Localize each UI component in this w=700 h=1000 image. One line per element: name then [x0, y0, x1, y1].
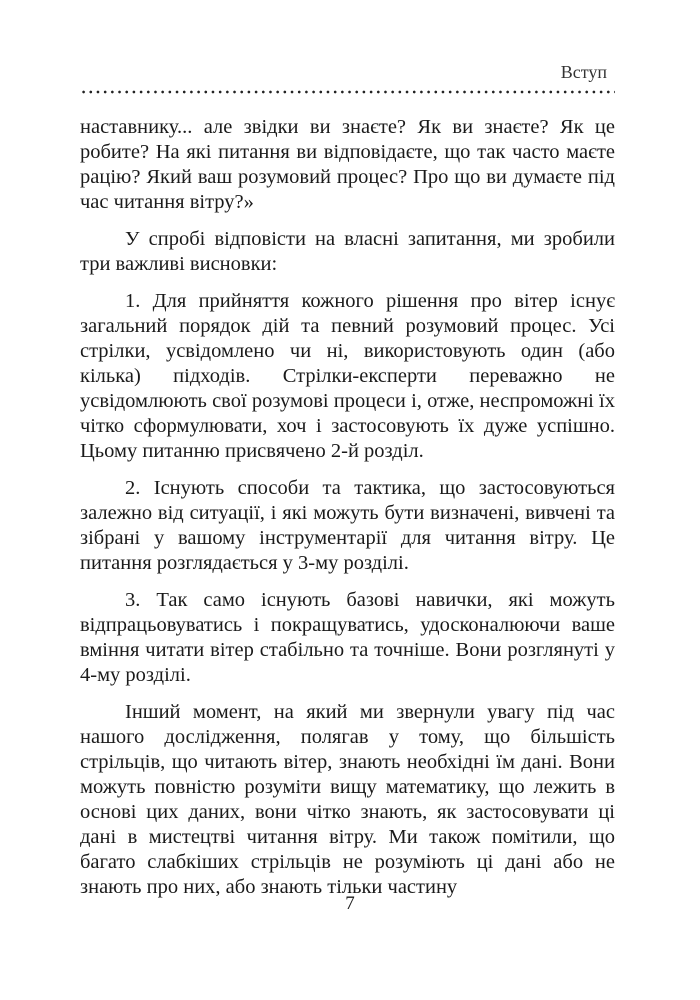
running-head-title: Вступ [560, 62, 607, 82]
paragraph-conclusion-3: 3. Так само існують базові навички, які можуть відпрацьовуватись і покращуватись, удосконалюючи ваше вміння читати вітер стабільно та точніше. Вони розглянуті у 4-му розділі. [80, 589, 615, 686]
dotted-rule-divider [80, 90, 615, 94]
paragraph-conclusion-2: 2. Існують способи та тактика, що застосовуються залежно від ситуації, і які можуть бути визначені, вивчені та зібрані у вашому інструментарії для читання вітру. Це питання розглядається у 3-му розділі. [80, 477, 615, 574]
paragraph: У спробі відповісти на власні запитання, ми зробили три важливі висновки: [80, 228, 615, 275]
page-body-text [80, 115, 615, 912]
page-number: 7 [345, 893, 355, 914]
paragraph: Інший момент, на який ми звернули увагу під час нашого дослідження, полягав у тому, що більшість стрільців, що читають вітер, знають необхідні їм дані. Вони можуть повністю розуміти вищу математику, що лежить в основі цих даних, вони чітко знають, як застосовувати ці дані в мистецтві читання вітру. Ми також помітили, що багато слабкіших стрільців не розуміють ці дані або не знають про них, або знають тільки частину [80, 701, 615, 898]
paragraph-continued: наставнику... але звідки ви знаєте? Як ви знаєте? Як це робите? На які питання ви відповідаєте, що так часто маєте рацію? Який ваш розумовий процес? Про що ви думаєте під час читання вітру?» [80, 116, 615, 213]
paragraph-conclusion-1: 1. Для прийняття кожного рішення про вітер існує загальний порядок дій та певний розумовий процес. Усі стрілки, усвідомлено чи ні, використовують один (або кілька) підходів. Стрілки-експерти переважно не усвідомлюють свої розумові процеси і, отже, неспроможні їх чітко сформулювати, хоч і застосовують їх дуже успішно. Цьому питанню присвячено 2-й розділ. [80, 290, 615, 462]
